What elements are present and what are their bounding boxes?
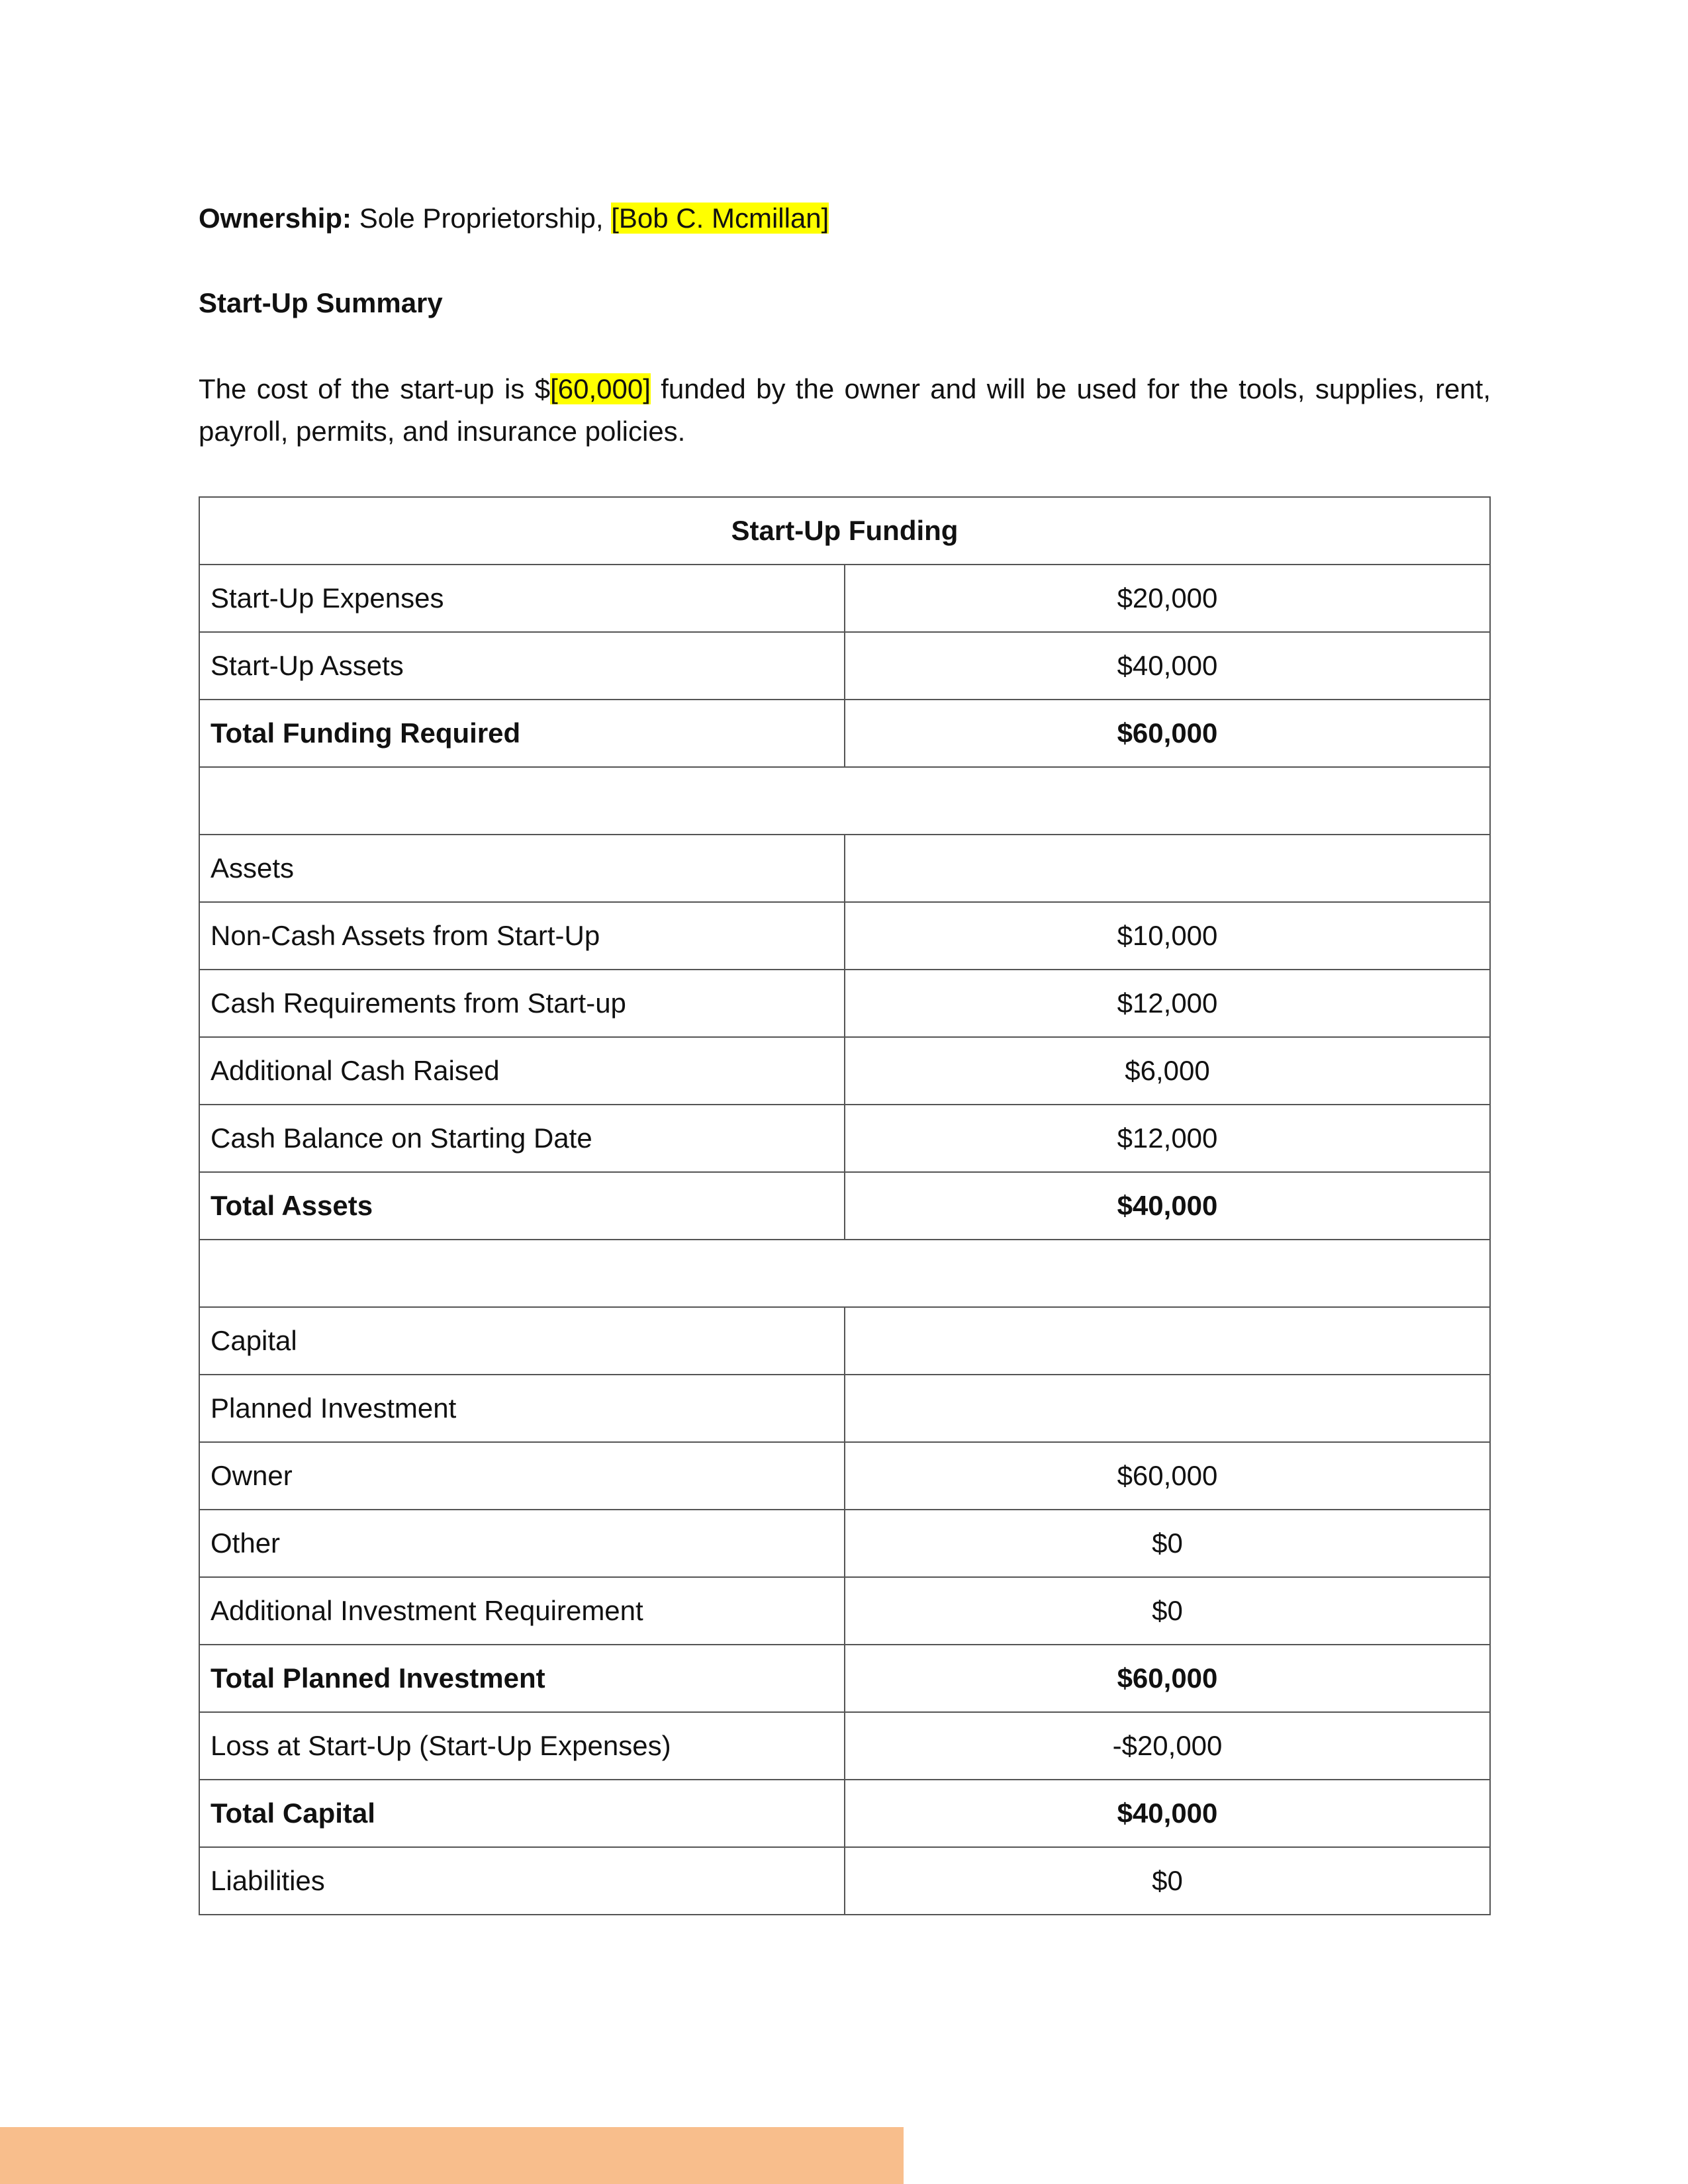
row-label: Loss at Start-Up (Start-Up Expenses) <box>199 1712 845 1780</box>
row-value <box>845 835 1490 902</box>
table-row <box>199 632 1490 700</box>
ownership-text: Sole Proprietorship, <box>352 203 612 234</box>
table-row <box>199 835 1490 902</box>
table-spacer-row <box>199 767 1490 835</box>
table-row <box>199 1307 1490 1375</box>
row-label: Total Capital <box>199 1780 845 1847</box>
row-label: Cash Requirements from Start-up <box>199 970 845 1037</box>
summary-suffix: funded by the owner and will be used for the tools, supplies, rent, payroll, permits, and insurance policies. <box>199 373 1491 447</box>
startup-amount-highlight: [60,000] <box>550 373 651 404</box>
row-value: $60,000 <box>845 700 1490 767</box>
row-value: $12,000 <box>845 1105 1490 1172</box>
row-value: $60,000 <box>845 1645 1490 1712</box>
table-spacer-row <box>199 1240 1490 1307</box>
table-row <box>199 1442 1490 1510</box>
table-row <box>199 1712 1490 1780</box>
table-row <box>199 1847 1490 1915</box>
startup-funding-table <box>199 496 1491 1915</box>
row-label: Additional Investment Requirement <box>199 1577 845 1645</box>
row-label: Start-Up Assets <box>199 632 845 700</box>
row-value: $6,000 <box>845 1037 1490 1105</box>
row-value <box>845 1375 1490 1442</box>
table-row <box>199 1037 1490 1105</box>
table-row <box>199 970 1490 1037</box>
row-label: Non-Cash Assets from Start-Up <box>199 902 845 970</box>
row-label: Additional Cash Raised <box>199 1037 845 1105</box>
row-label: Total Planned Investment <box>199 1645 845 1712</box>
row-value: -$20,000 <box>845 1712 1490 1780</box>
row-value: $40,000 <box>845 1172 1490 1240</box>
table-body <box>199 565 1490 1915</box>
row-value: $20,000 <box>845 565 1490 632</box>
row-value: $0 <box>845 1847 1490 1915</box>
row-value <box>845 1307 1490 1375</box>
table-row <box>199 1645 1490 1712</box>
row-value: $60,000 <box>845 1442 1490 1510</box>
spacer-cell <box>199 767 1490 835</box>
row-value: $0 <box>845 1577 1490 1645</box>
ownership-line <box>199 199 829 238</box>
spacer-cell <box>199 1240 1490 1307</box>
row-label: Capital <box>199 1307 845 1375</box>
row-value: $12,000 <box>845 970 1490 1037</box>
row-label: Cash Balance on Starting Date <box>199 1105 845 1172</box>
table-row <box>199 1780 1490 1847</box>
row-value: $40,000 <box>845 632 1490 700</box>
table-row <box>199 1105 1490 1172</box>
row-label: Owner <box>199 1442 845 1510</box>
table-row <box>199 1577 1490 1645</box>
row-value: $0 <box>845 1510 1490 1577</box>
owner-name-highlight: [Bob C. Mcmillan] <box>611 203 829 234</box>
table-row <box>199 565 1490 632</box>
table-row <box>199 700 1490 767</box>
table-title: Start-Up Funding <box>199 497 1490 565</box>
table-row <box>199 1172 1490 1240</box>
table-row <box>199 902 1490 970</box>
row-label: Other <box>199 1510 845 1577</box>
table-row <box>199 1510 1490 1577</box>
row-label: Assets <box>199 835 845 902</box>
row-label: Total Assets <box>199 1172 845 1240</box>
ownership-label: Ownership: <box>199 203 352 234</box>
row-label: Total Funding Required <box>199 700 845 767</box>
row-label: Liabilities <box>199 1847 845 1915</box>
table-header-row <box>199 497 1490 565</box>
footer-accent-bar <box>0 2127 904 2184</box>
row-label: Start-Up Expenses <box>199 565 845 632</box>
row-label: Planned Investment <box>199 1375 845 1442</box>
summary-prefix: The cost of the start-up is $ <box>199 373 551 404</box>
row-value: $10,000 <box>845 902 1490 970</box>
startup-summary-heading: Start-Up Summary <box>199 287 443 318</box>
row-value: $40,000 <box>845 1780 1490 1847</box>
table-row <box>199 1375 1490 1442</box>
startup-summary-paragraph <box>199 368 1491 453</box>
